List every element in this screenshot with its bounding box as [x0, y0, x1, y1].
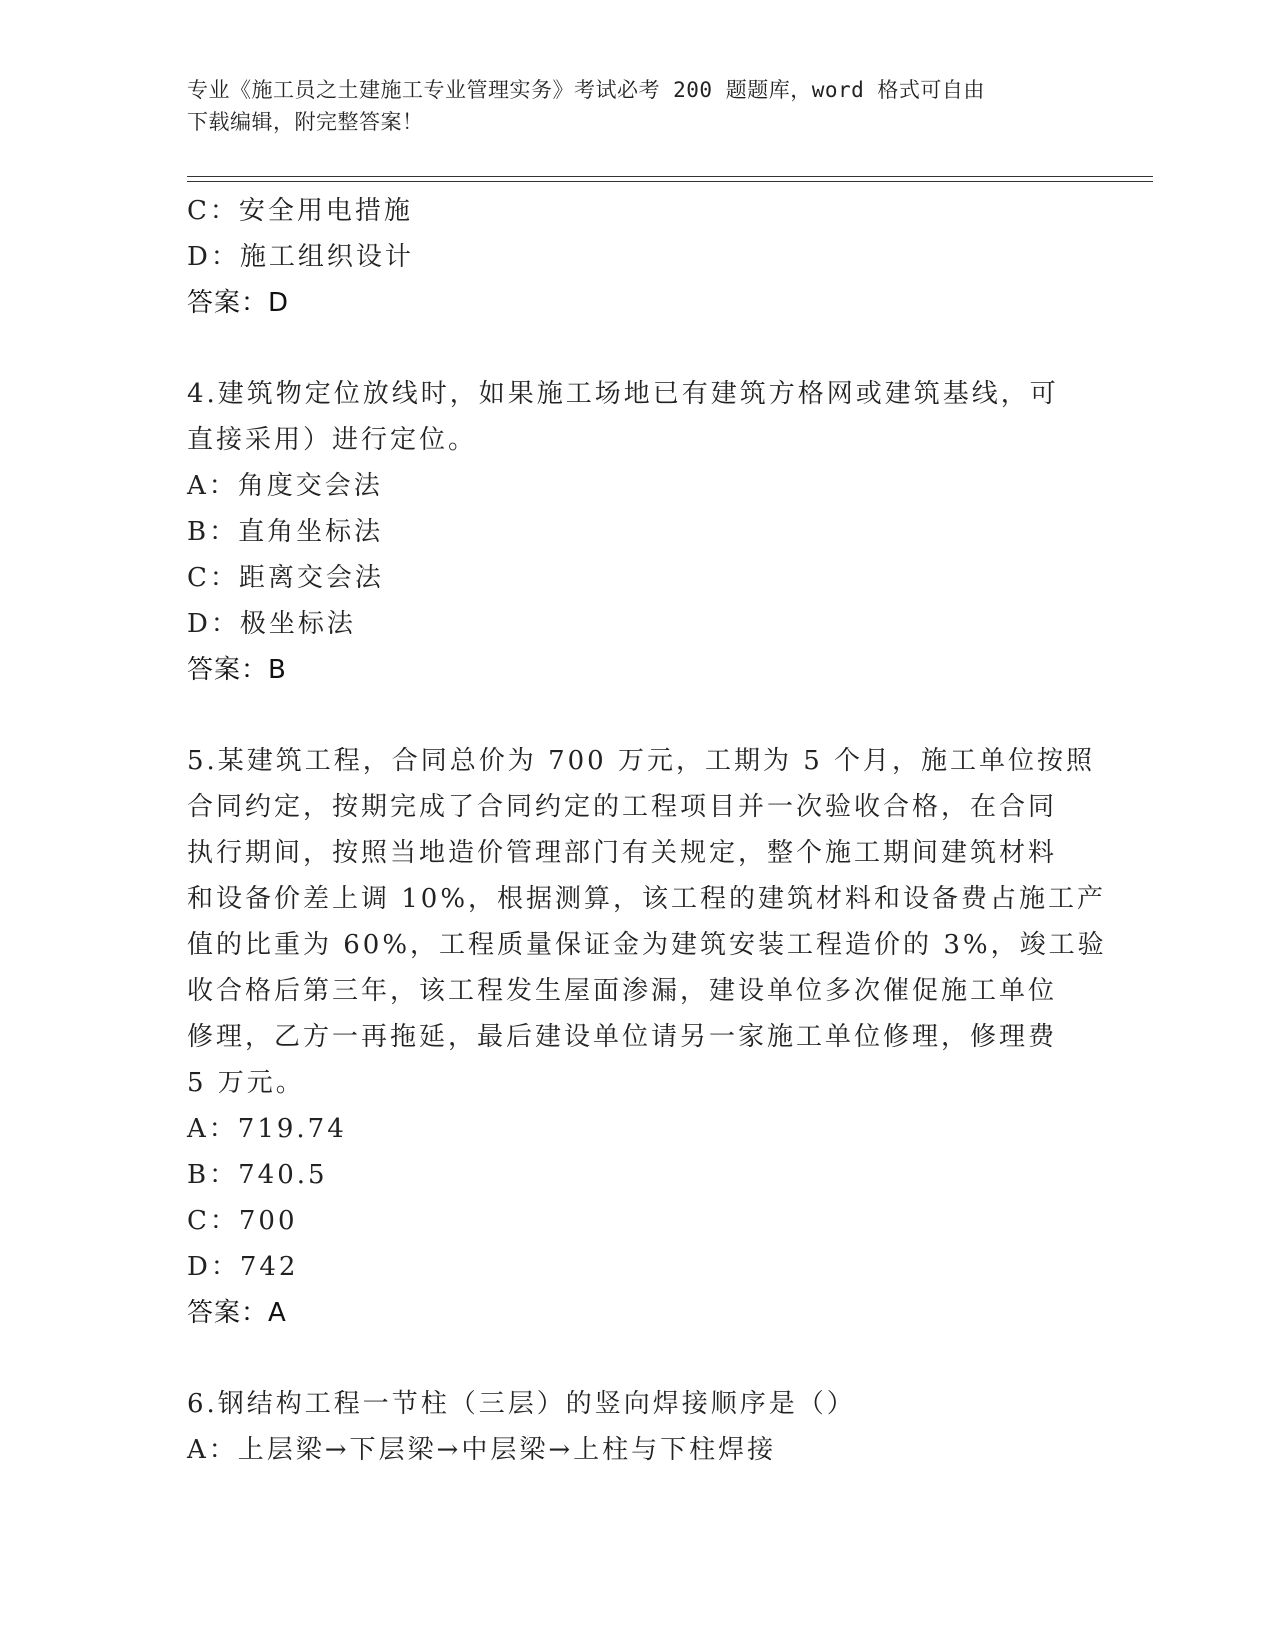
option-c: C：距离交会法 [187, 563, 384, 593]
question-stem: 合同约定，按期完成了合同约定的工程项目并一次验收合格，在合同 [187, 792, 1058, 822]
answer-line: 答案：D [187, 288, 290, 318]
option-c: C：700 [187, 1206, 298, 1236]
question-4 [187, 371, 1087, 693]
option-d: D：742 [187, 1252, 299, 1282]
header-rule-top [187, 176, 1153, 177]
option-b: B：直角坐标法 [187, 517, 384, 547]
question-stem: 4.建筑物定位放线时，如果施工场地已有建筑方格网或建筑基线，可 [187, 379, 1059, 409]
question-stem: 5 万元。 [187, 1068, 305, 1098]
question-stem: 执行期间，按照当地造价管理部门有关规定，整个施工期间建筑材料 [187, 838, 1058, 868]
header-line-2: 下载编辑，附完整答案！ [187, 110, 424, 134]
answer-line: 答案：A [187, 1298, 287, 1328]
option-d: D：施工组织设计 [187, 242, 414, 272]
question-stem: 5.某建筑工程，合同总价为 700 万元，工期为 5 个月，施工单位按照 [187, 746, 1096, 776]
question-3-tail [187, 188, 1087, 326]
question-stem: 6.钢结构工程一节柱（三层）的竖向焊接顺序是（） [187, 1389, 856, 1419]
question-6 [187, 1381, 1087, 1473]
question-stem: 收合格后第三年，该工程发生屋面渗漏，建设单位多次催促施工单位 [187, 976, 1058, 1006]
option-c: C：安全用电措施 [187, 196, 413, 226]
option-a: A：角度交会法 [187, 471, 383, 501]
question-stem: 和设备价差上调 10%，根据测算，该工程的建筑材料和设备费占施工产 [187, 884, 1107, 914]
answer-line: 答案：B [187, 655, 287, 685]
document-body [187, 188, 1107, 1473]
option-a: A：719.74 [187, 1114, 347, 1144]
question-stem: 值的比重为 60%，工程质量保证金为建筑安装工程造价的 3%，竣工验 [187, 930, 1107, 960]
question-stem: 修理，乙方一再拖延，最后建设单位请另一家施工单位修理，修理费 [187, 1022, 1058, 1052]
header-line-1: 专业《施工员之土建施工专业管理实务》考试必考 200 题题库，word 格式可自由 [187, 78, 985, 102]
option-b: B：740.5 [187, 1160, 328, 1190]
option-a: A：上层梁→下层梁→中层梁→上柱与下柱焊接 [187, 1435, 777, 1465]
document-header [187, 74, 1067, 138]
question-stem: 直接采用）进行定位。 [187, 425, 478, 455]
option-d: D：极坐标法 [187, 609, 356, 639]
header-rule-bottom [187, 181, 1153, 182]
question-5 [187, 738, 1107, 1336]
